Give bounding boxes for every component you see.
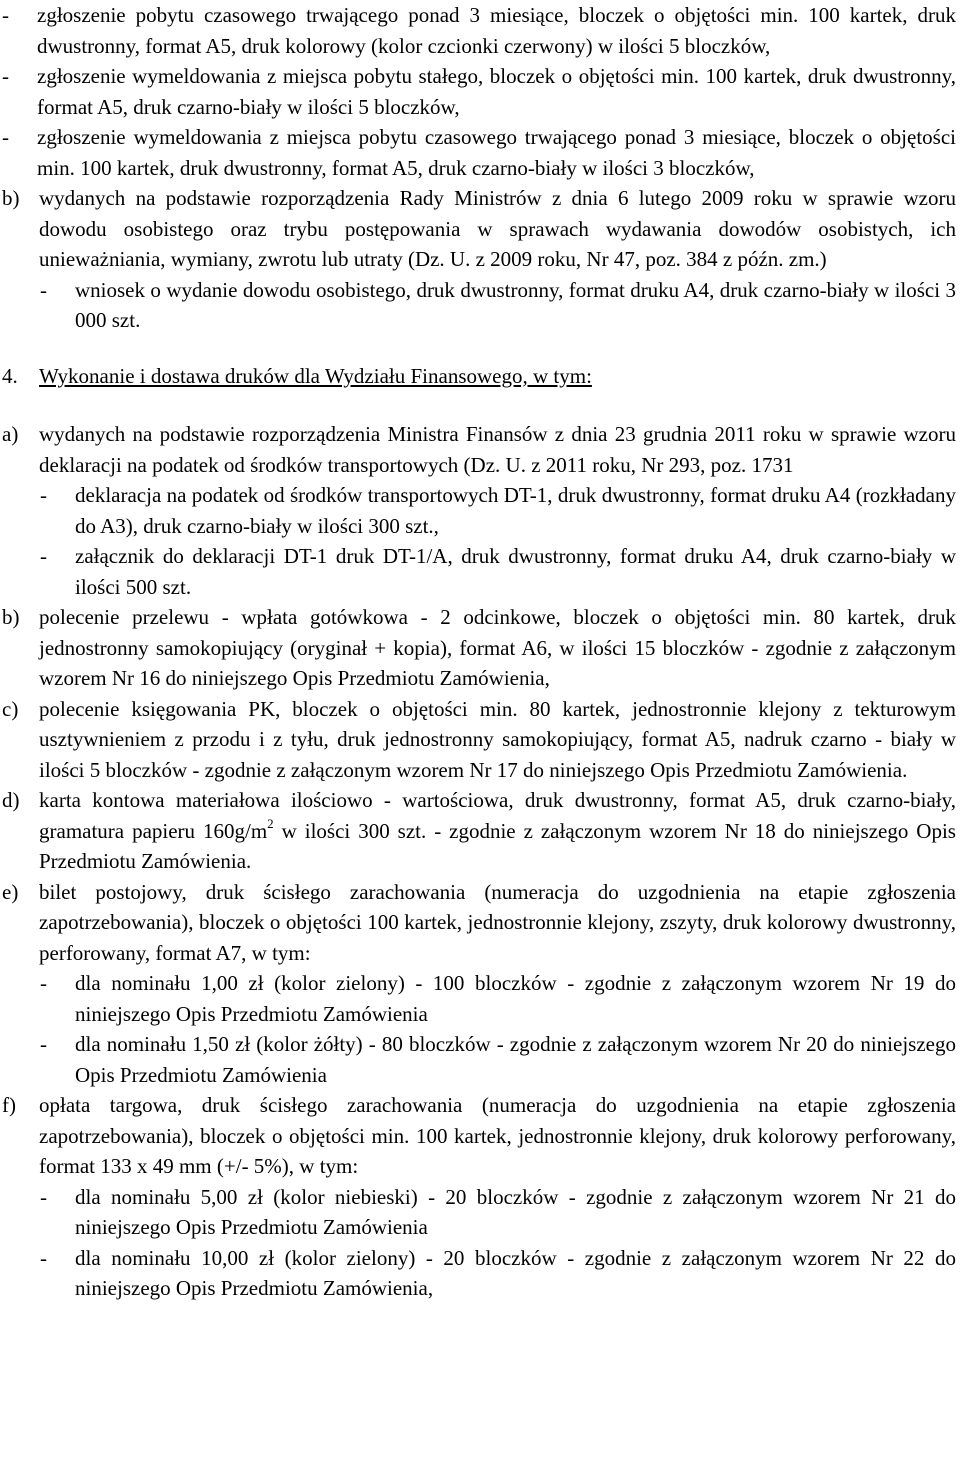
item-text: opłata targowa, druk ścisłego zarachowania (numeracja do uzgodnienia na etapie zgłoszenia zapotrzebowania), bloczek o objętości min. 100 kartek, jednostronnie klejony, druk kolorowy perforowany, format 133 x 49 mm (+/- 5%), w tym:: [39, 1093, 956, 1178]
lettered-item-e: [0, 877, 960, 969]
lettered-item-f: [0, 1090, 960, 1182]
list-item-text: dla nominału 10,00 zł (kolor zielony) - 20 bloczków - zgodnie z załączonym wzorem Nr 22 do niniejszego Opis Przedmiotu Zamówienia,: [75, 1245, 956, 1300]
dash-marker: -: [40, 1245, 47, 1270]
dash-marker: -: [40, 544, 47, 568]
dash-marker: -: [40, 483, 47, 507]
item-label: b): [2, 186, 20, 210]
item-label: e): [2, 879, 19, 904]
section-title: Wykonanie i dostawa druków dla Wydziału Finansowego, w tym:: [39, 363, 592, 388]
list-item: [38, 275, 960, 336]
item-text: bilet postojowy, druk ścisłego zarachowania (numeracja do uzgodnienia na etapie zgłoszenia zapotrzebowania), bloczek o objętości 100 kartek, jednostronnie klejony, zszyty, druk kolorowy dwustronny, perforowany, format A7, w tym:: [39, 879, 956, 965]
list-item: [38, 480, 960, 541]
section-heading: [0, 361, 960, 392]
item-text: polecenie księgowania PK, bloczek o objętości min. 80 kartek, jednostronnie klejony z tekturowym usztywnieniem z przodu i z tyłu, druk jednostronny samokopiujący, format A5, nadruk czarno - biały w ilości 5 bloczków - zgodnie z załączonym wzorem Nr 17 do niniejszego Opis Przedmiotu Zamówienia.: [39, 696, 956, 782]
item-text: wydanych na podstawie rozporządzenia Rady Ministrów z dnia 6 lutego 2009 roku w sprawie wzoru dowodu osobistego oraz trybu postępowania w sprawach wydawania dowodów osobistych, ich unieważniania, wymiany, zwrotu lub utraty (Dz. U. z 2009 roku, Nr 47, poz. 384 z późn. zm.): [39, 186, 956, 271]
lettered-item-a: [0, 419, 960, 480]
list-item: [0, 122, 960, 183]
list-item-text: zgłoszenie wymeldowania z miejsca pobytu stałego, bloczek o objętości min. 100 kartek, druk dwustronny, format A5, druk czarno-biały w ilości 5 bloczków,: [37, 64, 956, 119]
item-label: c): [2, 696, 19, 721]
list-item-text: zgłoszenie pobytu czasowego trwającego ponad 3 miesiące, bloczek o objętości min. 100 kartek, druk dwustronny, format A5, druk kolorowy (kolor czcionki czerwony) w ilości 5 bloczków,: [37, 3, 956, 58]
item-text-part: karta kontowa materiałowa ilościowo - wartościowa, druk dwustronny, format A5, druk czarno-biały, gramatura papieru 160g/m: [39, 788, 956, 843]
dash-marker: -: [40, 1184, 47, 1209]
dash-marker: -: [2, 125, 9, 149]
list-item-text: załącznik do deklaracji DT-1 druk DT-1/A, druk dwustronny, format druku A4, druk czarno-biały w ilości 500 szt.: [75, 544, 956, 599]
item-label: b): [2, 605, 20, 629]
dash-marker: -: [2, 64, 9, 88]
list-item-text: dla nominału 1,50 zł (kolor żółty) - 80 bloczków - zgodnie z załączonym wzorem Nr 20 do niniejszego Opis Przedmiotu Zamówienia: [75, 1032, 956, 1087]
list-item-text: dla nominału 5,00 zł (kolor niebieski) - 20 bloczków - zgodnie z załączonym wzorem Nr 21 do niniejszego Opis Przedmiotu Zamówienia: [75, 1184, 956, 1239]
spacer: [0, 391, 960, 419]
item-label: a): [2, 422, 19, 446]
item-label: d): [2, 788, 20, 812]
list-item-text: zgłoszenie wymeldowania z miejsca pobytu czasowego trwającego ponad 3 miesiące, bloczek o objętości min. 100 kartek, druk dwustronny, format A5, druk czarno-biały w ilości 3 bloczków,: [37, 125, 956, 180]
lettered-item-b: [0, 602, 960, 694]
lettered-item-b-prev: [0, 183, 960, 275]
item-text: polecenie przelewu - wpłata gotówkowa - 2 odcinkowe, bloczek o objętości min. 80 kartek, druk jednostronny samokopiujący (oryginał + kopia), format A6, w ilości 15 bloczków - zgodnie z załączonym wzorem Nr 16 do niniejszego Opis Przedmiotu Zamówienia,: [39, 605, 956, 690]
lettered-item-c: [0, 694, 960, 786]
item-label: f): [2, 1093, 16, 1117]
list-item: [0, 61, 960, 122]
dash-marker: -: [40, 277, 47, 302]
list-item: [38, 541, 960, 602]
dash-marker: -: [40, 971, 47, 995]
item-text: wydanych na podstawie rozporządzenia Ministra Finansów z dnia 23 grudnia 2011 roku w sprawie wzoru deklaracji na podatek od środków transportowych (Dz. U. z 2011 roku, Nr 293, poz. 1731: [39, 422, 956, 477]
section-number: 4.: [2, 363, 18, 388]
list-item-text: deklaracja na podatek od środków transportowych DT-1, druk dwustronny, format druku A4 (rozkładany do A3), druk czarno-biały w ilości 300 szt.,: [75, 483, 956, 538]
dash-marker: -: [2, 3, 9, 27]
list-item: [38, 1182, 960, 1243]
dash-marker: -: [40, 1032, 47, 1056]
item-text: [39, 785, 960, 877]
list-item: [38, 968, 960, 1029]
list-item-text: dla nominału 1,00 zł (kolor zielony) - 100 bloczków - zgodnie z załączonym wzorem Nr 19 do niniejszego Opis Przedmiotu Zamówienia: [75, 971, 956, 1026]
superscript: 2: [267, 815, 274, 831]
list-item: [38, 1029, 960, 1090]
spacer: [0, 336, 960, 361]
list-item: [38, 1243, 960, 1304]
list-item-text: wniosek o wydanie dowodu osobistego, druk dwustronny, format druku A4, druk czarno-biały w ilości 3 000 szt.: [75, 277, 956, 332]
item-text-part: w ilości 300 szt. - zgodnie z załączonym wzorem Nr 18 do niniejszego Opis Przedmiotu Zamówienia.: [39, 818, 956, 873]
list-item: [0, 0, 960, 61]
lettered-item-d: [0, 785, 960, 877]
